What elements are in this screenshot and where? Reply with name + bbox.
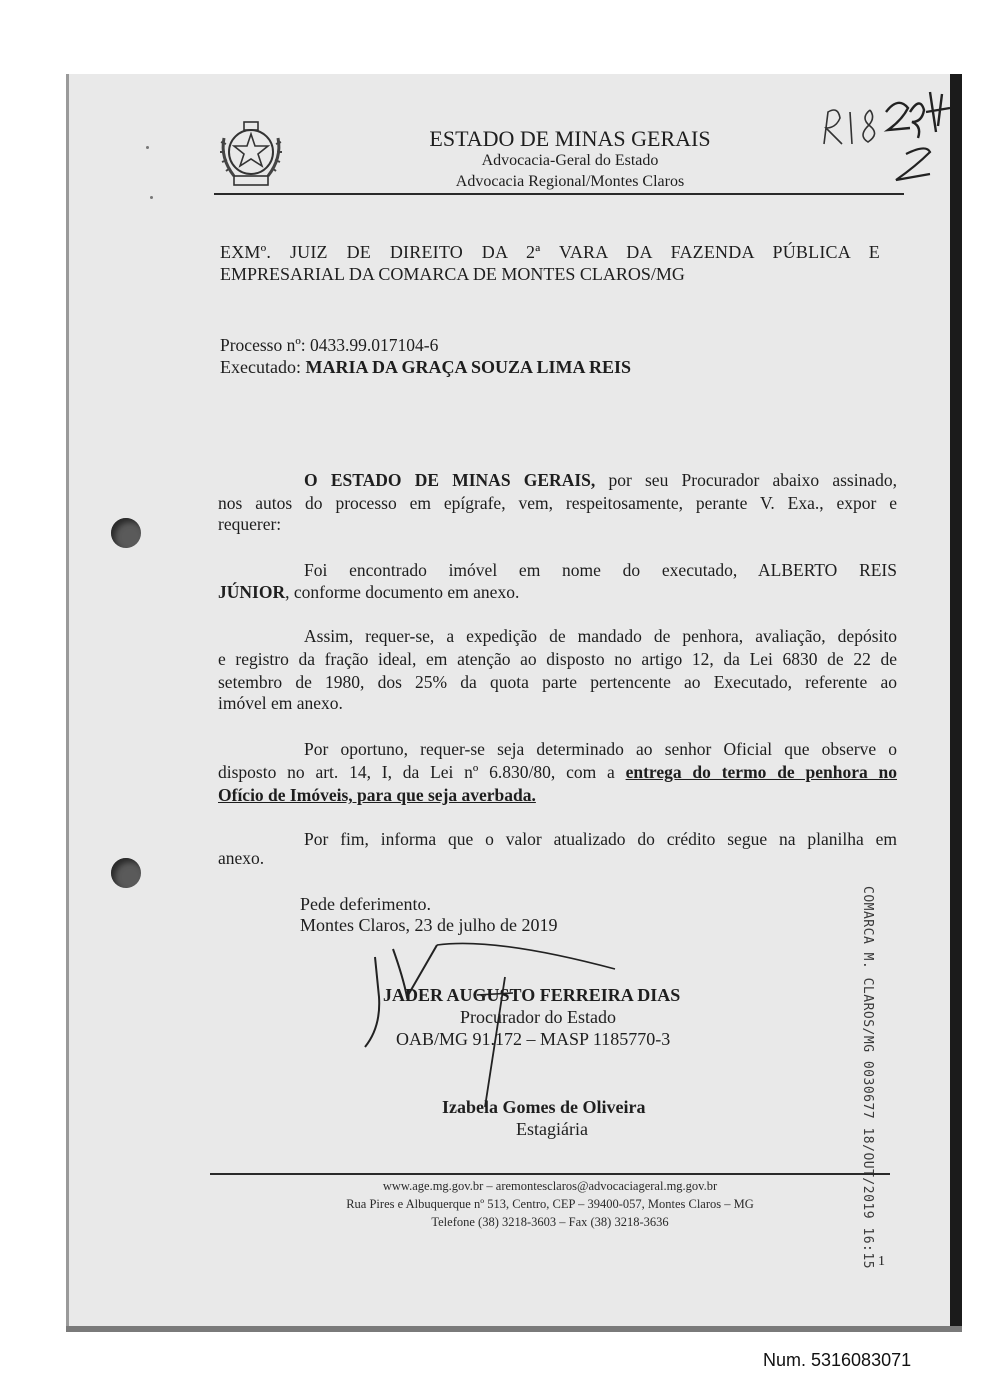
state-coat-of-arms-icon (214, 118, 288, 192)
header-divider (214, 193, 904, 195)
state-name-bold: O ESTADO DE MINAS GERAIS, (304, 470, 596, 490)
paragraph-3-line-3: setembro de 1980, dos 25% da quota parte pertencente ao Executado, referente ao (218, 672, 897, 692)
paragraph-3-line-2: e registro da fração ideal, em atenção ao disposto no artigo 12, da Lei 6830 de 22 de (218, 649, 897, 669)
scan-speck (150, 196, 153, 199)
paragraph-3-line-1: Assim, requer-se, a expedição de mandado de penhora, avaliação, depósito (304, 626, 897, 646)
document-id: Num. 5316083071 (763, 1350, 912, 1370)
paragraph-5-line-2: anexo. (218, 848, 265, 868)
court-receipt-stamp: COMARCA M. CLAROS/MG 0030677 18/OUT/2019 16:15 (860, 886, 875, 1270)
paragraph-1-line-2: nos autos do processo em epígrafe, vem, respeitosamente, perante V. Exa., expor e (218, 493, 897, 513)
intern-name: Izabela Gomes de Oliveira (442, 1097, 646, 1117)
paragraph-4-text: disposto no art. 14, I, da Lei nº 6.830/80, com a (218, 762, 626, 782)
scan-speck (146, 146, 149, 149)
signatory-role: Procurador do Estado (460, 1007, 616, 1027)
paragraph-1-line-3: requerer: (218, 514, 282, 534)
signatory-registration: OAB/MG 91.172 – MASP 1185770-3 (396, 1029, 671, 1049)
addressee-line-2: EMPRESARIAL DA COMARCA DE MONTES CLAROS/MG (220, 264, 685, 284)
scan-left-shadow (66, 74, 69, 1332)
paragraph-3-line-4: imóvel em anexo. (218, 693, 343, 713)
process-label: Processo nº: (220, 335, 311, 355)
addressee-line-1: EXMº. JUIZ DE DIREITO DA 2ª VARA DA FAZENDA PÚBLICA E (220, 242, 880, 262)
paragraph-2-line-1: Foi encontrado imóvel em nome do executado, ALBERTO REIS (304, 560, 897, 580)
defendant-name: MARIA DA GRAÇA SOUZA LIMA REIS (305, 357, 632, 377)
footer-address: Rua Pires e Albuquerque nº 513, Centro, CEP – 39400-057, Montes Claros – MG (346, 1197, 754, 1211)
defendant-label: Executado: (220, 357, 306, 377)
closing-request: Pede deferimento. (300, 894, 431, 914)
header-subtitle-agency: Advocacia-Geral do Estado (481, 152, 659, 169)
header-subtitle-regional: Advocacia Regional/Montes Claros (455, 173, 685, 190)
footer-contact-web: www.age.mg.gov.br – aremontesclaros@advocaciageral.mg.gov.br (382, 1179, 718, 1193)
defendant (220, 357, 631, 378)
paragraph-2-text: , conforme documento em anexo. (285, 582, 520, 602)
penhora-delivery-underlined: entrega do termo de penhora no (625, 762, 898, 782)
owner-name-bold: JÚNIOR (218, 582, 286, 602)
paragraph-1-line-1 (304, 470, 897, 491)
punch-hole-bottom (111, 858, 141, 888)
page-number: 1 (878, 1254, 885, 1269)
place-and-date: Montes Claros, 23 de julho de 2019 (300, 915, 558, 935)
footer-divider (210, 1173, 890, 1175)
process-number (220, 335, 438, 356)
footer-phone: Telefone (38) 3218-3603 – Fax (38) 3218-3636 (431, 1215, 669, 1229)
handwritten-annotation (812, 82, 962, 192)
paragraph-2-line-2 (218, 582, 519, 603)
signatory-name: JADER AUGUSTO FERREIRA DIAS (383, 985, 681, 1005)
registry-office-underlined: Ofício de Imóveis, para que seja averbada. (218, 785, 536, 805)
punch-hole-top (111, 518, 141, 548)
paragraph-4-line-3 (218, 785, 536, 806)
paragraph-5-line-1: Por fim, informa que o valor atualizado do crédito segue na planilha em (304, 829, 897, 849)
header-title: ESTADO DE MINAS GERAIS (429, 126, 711, 151)
process-value: 0433.99.017104-6 (310, 335, 439, 355)
paragraph-1-text: por seu Procurador abaixo assinado, (595, 470, 897, 490)
scan-right-edge (950, 74, 962, 1332)
scan-bottom-edge (66, 1326, 962, 1332)
intern-role: Estagiária (516, 1119, 588, 1139)
paragraph-4-line-1: Por oportuno, requer-se seja determinado ao senhor Oficial que observe o (304, 739, 897, 759)
paragraph-4-line-2 (218, 762, 897, 783)
